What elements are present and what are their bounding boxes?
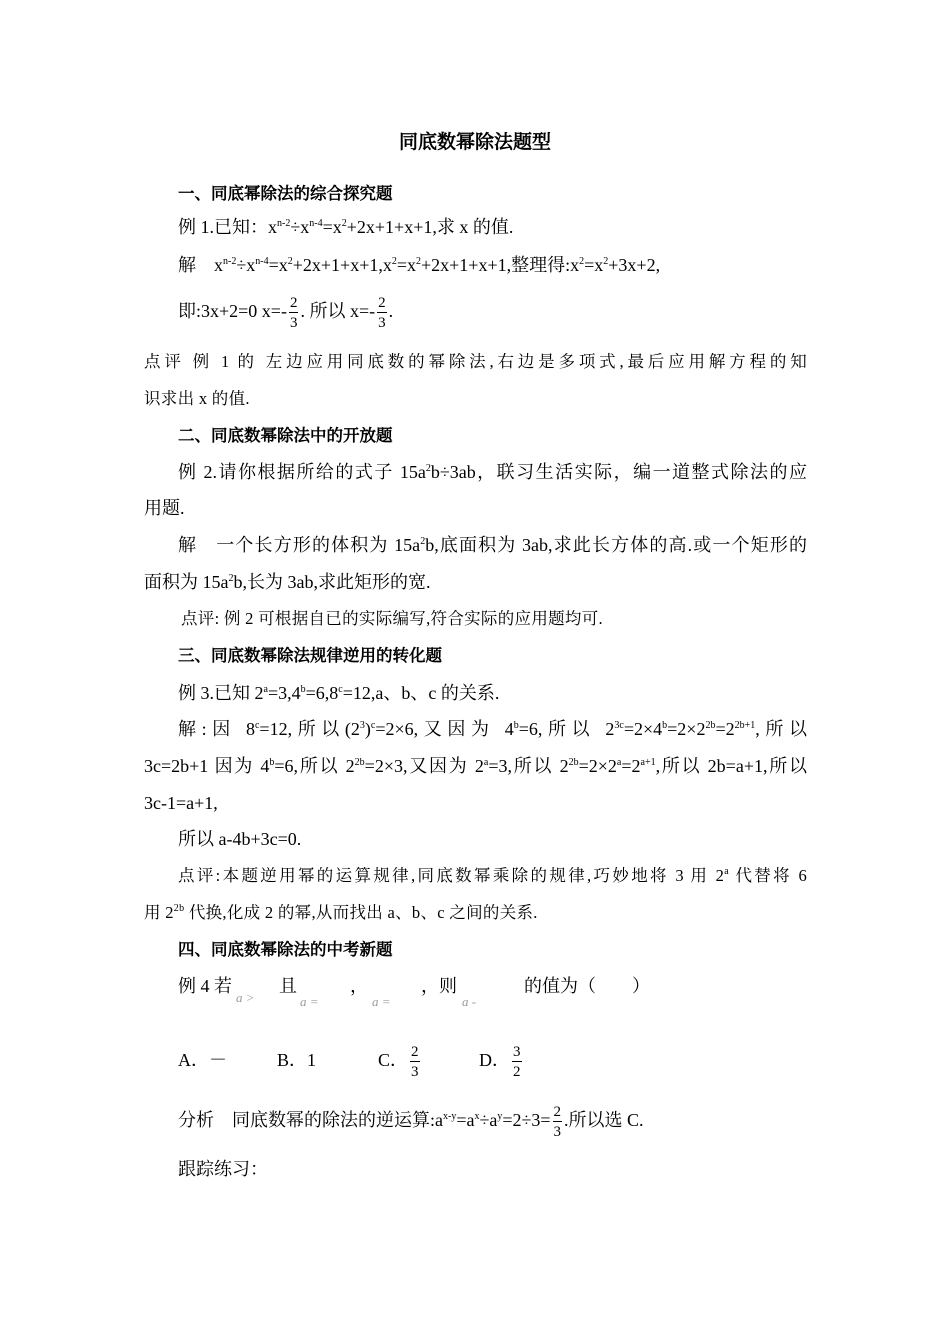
example-3-solution-line-1: 解:因 $8^c=12$,所以$(2^3)^c=2\times 6$,又因为 $4^b=6$,所以 $2^{3c}=2\times 4^b=2\times 2^{2b}=2^{2b+1}$,所以 <box>178 719 807 739</box>
example-2-question: 例 2.请你根据所给的式子 $15a^2b\div 3ab$，联习生活实际，编一道整式除法的应 <box>178 462 807 482</box>
option-c: C． $\frac{2}{3}$ <box>378 1043 419 1080</box>
example-3-solution-line-3: 3c-1=a+1, <box>144 793 218 813</box>
fraction-two-thirds: $\frac{2}{3}$ <box>289 294 298 331</box>
example-4-and: 且 <box>279 976 297 996</box>
fraction-two-thirds: $\frac{2}{3}$ <box>411 1043 419 1080</box>
fraction-two-thirds: $\frac{2}{3}$ <box>553 1103 562 1140</box>
fraction-three-halves: $\frac{3}{2}$ <box>513 1043 521 1080</box>
example-3-solution-line-2: 3c=2b+1 因为 $4^b=6$,所以 $2^{2b}=2\times 3$,又因为 $2^a=3$,所以 $2^{2b}=2\times 2^a=2^{a+1}$,所以 2b=a+1,所以 <box>144 756 808 776</box>
example-3-comment: 点评:本题逆用幂的运算规律,同底数幂乘除的规律,巧妙地将 3 用 2$^a$ 代替将 6 <box>178 866 807 885</box>
example-2-solution-cont: 面积为 $15a^2b$,长为 3ab,求此矩形的宽. <box>144 572 431 592</box>
example-4-question: 的值为（ ） <box>524 976 650 996</box>
example-1-result: 即:3x+2=0 x=- $\frac{2}{3}$ . 所以 x=- $\frac{2}{3}$ . <box>178 294 394 331</box>
example-1-solution: 解 $x^{n-2}\div x^{n-4}=x^2+2x+1+x+1,x^2=x^2+2x+1+x+1$,整理得$:x^2=x^2+3x+2$, <box>178 255 661 275</box>
example-4-prefix: 例 4 若 <box>178 976 232 996</box>
example-2-comment: 点评: 例 2 可根据自已的实际编写,符合实际的应用题均可. <box>181 609 603 628</box>
fraction-two-thirds: $\frac{2}{3}$ <box>378 294 386 331</box>
example-3-comment-cont: 用 $2^{2b}$ 代换,化成 2 的幂,从而找出 a、b、c 之间的关系. <box>144 903 538 922</box>
example-1-question: 例 1.已知：$x^{n-2}\div x^{n-4}=x^2+2x+1+x+1$,求 x 的值. <box>178 217 514 237</box>
faint-formula: a > <box>236 990 255 1005</box>
option-b: B．1 <box>277 1050 317 1070</box>
option-a: A．－ <box>178 1050 227 1070</box>
example-2-question-cont: 用题. <box>144 498 185 518</box>
example-4-comma: ， <box>350 976 368 996</box>
practice-label: 跟踪练习： <box>178 1159 268 1179</box>
example-3-conclusion: 所以 a-4b+3c=0. <box>178 829 302 849</box>
page-title: 同底数幂除法题型 <box>398 131 551 153</box>
example-4-analysis: 分析 同底数幂的除法的逆运算$:a^{x-y}=a^x\div a^y=2\div 3=$ $\frac{2}{3}$ .所以选 C. <box>178 1103 644 1140</box>
section-3-heading: 三、同底数幂除法规律逆用的转化题 <box>178 646 442 665</box>
faint-formula: a - <box>462 994 477 1009</box>
example-1-comment: 点评 例 1 的 左边应用同底数的幂除法,右边是多项式,最后应用解方程的知 <box>144 352 807 371</box>
option-d: D． $\frac{3}{2}$ <box>479 1043 521 1080</box>
faint-formula: a = <box>372 994 391 1009</box>
example-3-question: 例 3.已知 $2^a=3,4^b=6,8^c=12,a$、b、c 的关系. <box>178 683 500 703</box>
example-2-solution: 解 一个长方形的体积为 $15a^2b$,底面积为 3ab,求此长方体的高.或一个矩形的 <box>178 535 807 555</box>
section-1-heading: 一、同底幂除法的综合探究题 <box>178 184 393 203</box>
faint-formula: a = <box>300 994 319 1009</box>
example-1-comment-cont: 识求出 x 的值. <box>144 389 250 408</box>
section-4-heading: 四、同底数幂除法的中考新题 <box>178 940 393 959</box>
example-4-then: ，则 <box>421 976 457 996</box>
section-2-heading: 二、同底数幂除法中的开放题 <box>178 426 393 445</box>
